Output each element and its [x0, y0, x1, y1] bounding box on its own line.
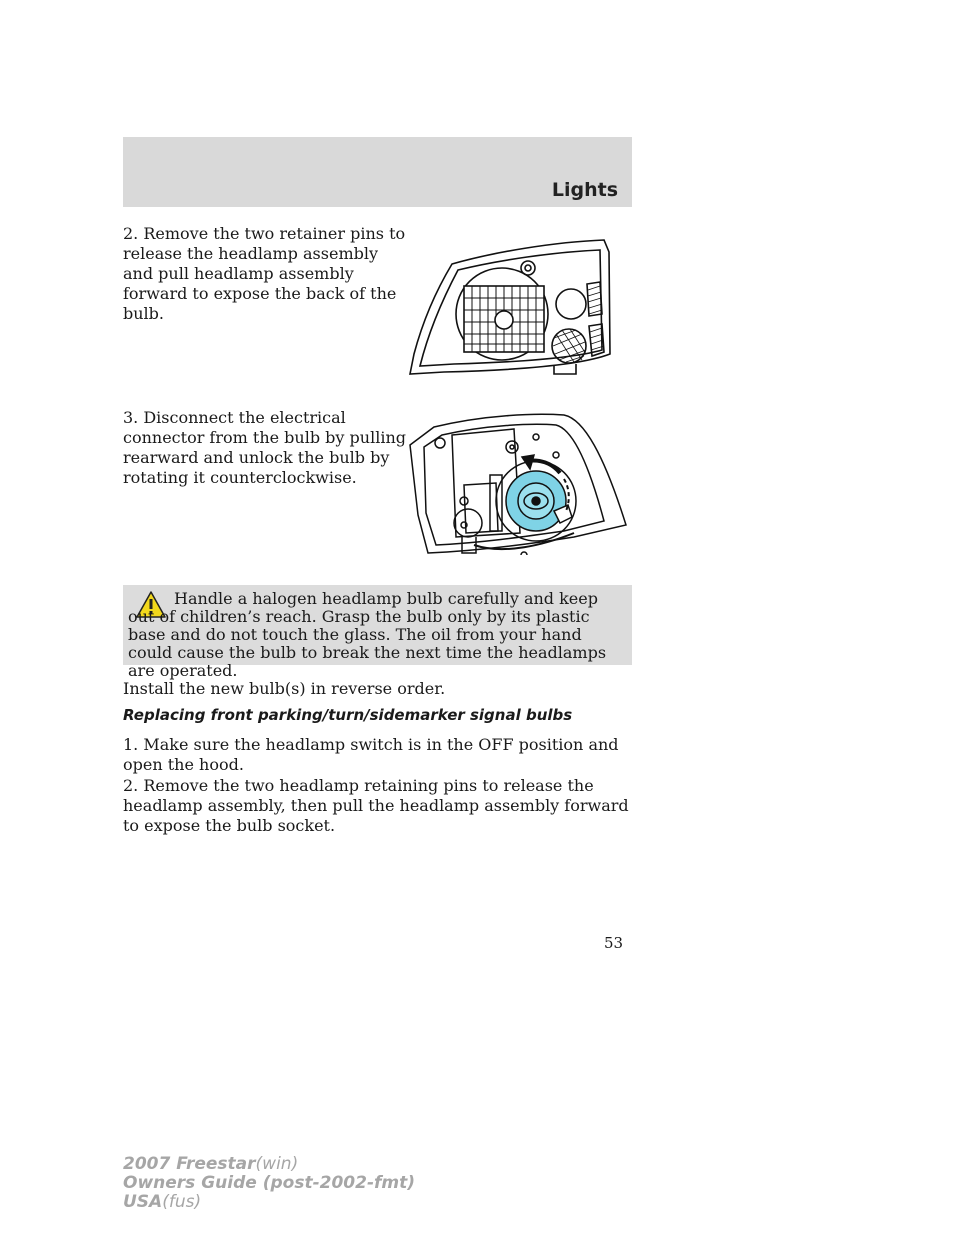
page-number: 53	[604, 934, 624, 952]
install-text: Install the new bulb(s) in reverse order.	[123, 679, 446, 698]
warning-box	[123, 585, 632, 680]
document-footer	[123, 1155, 415, 1212]
footer-market-code: (fus)	[162, 1192, 202, 1212]
step-2-text: 2. Remove the two retainer pins to release the headlamp assembly and pull headlamp assembly forward to expose the back of the bulb.	[123, 224, 406, 323]
warning-text: Handle a halogen headlamp bulb carefully and keep out of children’s reach. Grasp the bulb only by its plastic base and do not touch the glass. The oil from your hand could cause the bulb to break the next time the headlamps are operated.	[128, 589, 607, 680]
footer-model-code: (win)	[255, 1154, 299, 1174]
section-header	[123, 137, 632, 207]
section-title: Lights	[551, 179, 618, 201]
footer-market: USA	[123, 1192, 163, 1212]
headlamp-assembly-illustration	[404, 234, 636, 384]
step-1-text: 1. Make sure the headlamp switch is in the OFF position and open the hood.	[123, 735, 619, 774]
step-2b-text: 2. Remove the two headlamp retaining pins to release the headlamp assembly, then pull the headlamp assembly forward to expose the bulb socket.	[123, 776, 629, 835]
footer-guide: Owners Guide (post-2002-fmt)	[123, 1173, 416, 1193]
bulb-removal-illustration	[404, 405, 636, 555]
footer-model: 2007 Freestar	[123, 1154, 256, 1174]
step-3-text: 3. Disconnect the electrical connector from the bulb by pulling rearward and unlock the bulb by rotating it counterclockwise.	[123, 408, 406, 487]
section-subheading: Replacing front parking/turn/sidemarker signal bulbs	[123, 706, 573, 724]
